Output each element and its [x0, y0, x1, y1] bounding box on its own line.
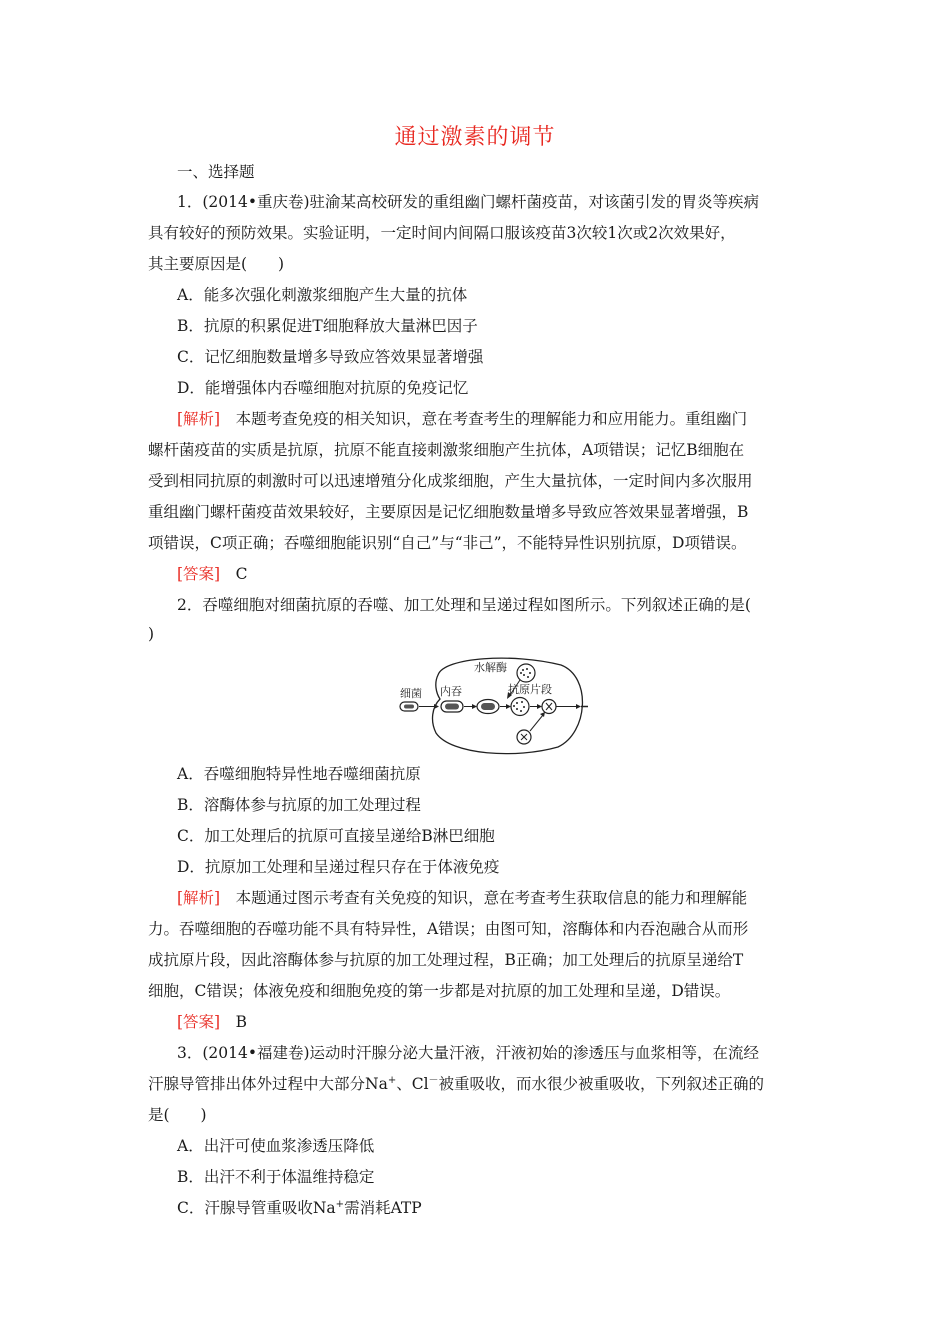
arrow-3-head [506, 704, 511, 709]
label-bacterium: 细菌 [400, 687, 422, 700]
q1-stem-line-1: 1．(2014•重庆卷)驻渝某高校研发的重组幽门螺杆菌疫苗，对该菌引发的胃炎等疾病 [177, 193, 760, 211]
label-hydrolase: 水解酶 [474, 661, 507, 674]
arrow-4-head [537, 704, 542, 709]
q2-answer-value: B [220, 1013, 247, 1031]
q2-answer [177, 1012, 847, 1032]
q3-option-c-sup: + [335, 1198, 345, 1210]
section-heading: 一、选择题 [177, 163, 255, 181]
arrow-2-head [472, 704, 477, 709]
q1-analysis-line-1 [177, 409, 847, 429]
label-endocytosis: 内吞 [440, 685, 462, 698]
q1-stem-line-3: 其主要原因是( ) [148, 255, 285, 273]
arrow-1-head [434, 704, 439, 709]
q3-stem-line-2 [148, 1074, 818, 1094]
q1-answer [177, 564, 847, 584]
q1-stem-line-2: 具有较好的预防效果。实验证明，一定时间内间隔口服该疫苗3次较1次或2次效果好， [148, 224, 736, 242]
q3-option-c-text-a: C．汗腺导管重吸收Na [177, 1199, 336, 1217]
q2-stem-line-1: 2．吞噬细胞对细菌抗原的吞噬、加工处理和呈递过程如图所示。下列叙述正确的是( [177, 596, 751, 614]
q2-analysis-line-4: 细胞，C错误；体液免疫和细胞免疫的第一步都是对抗原的加工处理和呈递，D错误。 [148, 982, 731, 1000]
page-title: 通过激素的调节 [394, 125, 556, 150]
q3-option-c-text-b: 需消耗ATP [344, 1199, 422, 1217]
q1-analysis-line-5: 项错误，C项正确；吞噬细胞能识别“自己”与“非己”，不能特异性识别抗原，D项错误。 [148, 534, 747, 552]
q3-stem-line-1: 3．(2014•福建卷)运动时汗腺分泌大量汗液，汗液初始的渗透压与血浆相等，在流经 [177, 1044, 760, 1062]
q1-answer-tag: [答案] [177, 565, 221, 583]
phagocyte-diagram [396, 655, 592, 755]
q2-stem-line-2: ) [148, 625, 155, 643]
q3-text-b: 、Cl [396, 1075, 429, 1093]
q3-sup-cl: － [428, 1074, 439, 1086]
lysosome-icon [517, 664, 535, 682]
q3-text-a: 汗腺导管排出体外过程中大部分Na [148, 1075, 388, 1093]
bacterium-icon [400, 702, 418, 711]
q1-analysis-tag: [解析] [177, 410, 221, 428]
arrow-6 [530, 715, 543, 731]
mhc-complex-icon [542, 700, 556, 714]
lower-vesicle-icon [517, 730, 531, 744]
q2-option-d: D．抗原加工处理和呈递过程只存在于体液免疫 [177, 858, 500, 876]
q2-option-b: B．溶酶体参与抗原的加工处理过程 [177, 796, 421, 814]
q2-analysis-line-3: 成抗原片段，因此溶酶体参与抗原的加工处理过程，B正确；加工处理后的抗原呈递给T [148, 951, 744, 969]
phagosome-icon [477, 700, 499, 714]
q1-option-a: A．能多次强化刺激浆细胞产生大量的抗体 [177, 286, 468, 304]
q3-option-a: A．出汗可使血浆渗透压降低 [177, 1137, 375, 1155]
q2-option-c: C．加工处理后的抗原可直接呈递给B淋巴细胞 [177, 827, 495, 845]
q1-analysis-line-4: 重组幽门螺杆菌疫苗效果较好，主要原因是记忆细胞数量增多导致应答效果显著增强，B [148, 503, 749, 521]
q2-analysis-tag: [解析] [177, 889, 221, 907]
q3-option-c [177, 1198, 847, 1218]
q1-analysis-line-3: 受到相同抗原的刺激时可以迅速增殖分化成浆细胞，产生大量抗体，一定时间内多次服用 [148, 472, 753, 490]
q2-answer-tag: [答案] [177, 1013, 221, 1031]
q1-answer-value: C [220, 565, 248, 583]
q3-text-c: 被重吸收，而水很少被重吸收，下列叙述正确的 [438, 1075, 765, 1093]
q1-analysis-line-2: 螺杆菌疫苗的实质是抗原，抗原不能直接刺激浆细胞产生抗体，A项错误；记忆B细胞在 [148, 441, 745, 459]
q2-analysis-line-2: 力。吞噬细胞的吞噬功能不具有特异性，A错误；由图可知，溶酶体和内吞泡融合从而形 [148, 920, 749, 938]
q1-option-d: D．能增强体内吞噬细胞对抗原的免疫记忆 [177, 379, 469, 397]
arrow-5-head [576, 704, 581, 709]
q3-sup-na: + [387, 1074, 397, 1086]
q2-analysis-text: 本题通过图示考查有关免疫的知识，意在考查考生获取信息的能力和理解能 [220, 889, 748, 907]
q1-option-b: B．抗原的积累促进T细胞释放大量淋巴因子 [177, 317, 478, 335]
q3-stem-line-3: 是( ) [148, 1106, 207, 1124]
q2-analysis-line-1 [177, 888, 847, 908]
q1-analysis-text: 本题考查免疫的相关知识，意在考查考生的理解能力和应用能力。重组幽门 [220, 410, 748, 428]
q1-option-c: C．记忆细胞数量增多导致应答效果显著增强 [177, 348, 484, 366]
label-antigen-fragment: 抗原片段 [508, 683, 552, 696]
q3-option-b: B．出汗不利于体温维持稳定 [177, 1168, 375, 1186]
antigen-fragment-vesicle-icon [511, 698, 529, 716]
engulfed-bacterium-icon [441, 701, 463, 712]
q2-option-a: A．吞噬细胞特异性地吞噬细菌抗原 [177, 765, 421, 783]
